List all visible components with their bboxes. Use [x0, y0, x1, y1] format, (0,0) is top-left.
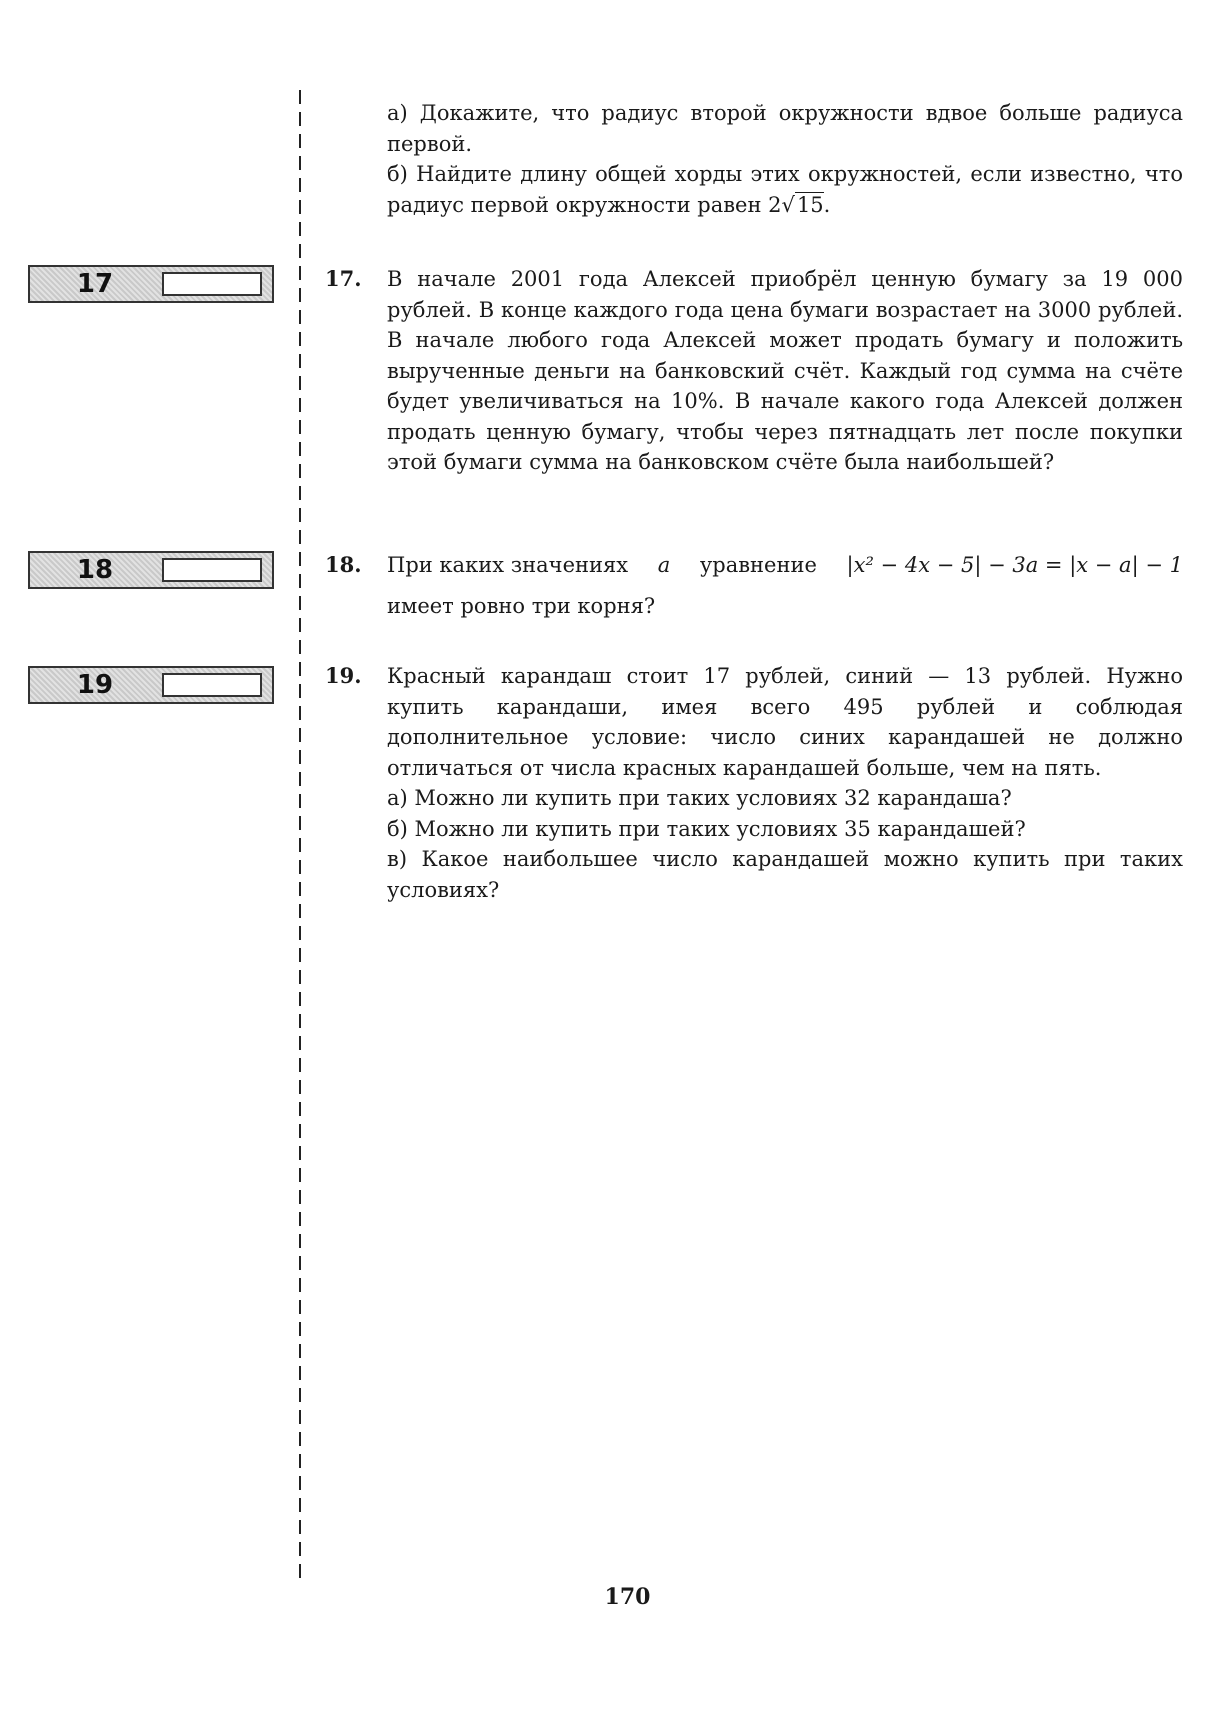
answer-field-17[interactable]	[162, 272, 262, 296]
problem-18	[387, 550, 1183, 621]
problem-17-number: 17.	[325, 266, 362, 291]
problem-18-line-2: имеет ровно три корня?	[387, 593, 656, 618]
problem-18-line-1: При каких значениях a уравнение |x² − 4x − 5| − 3a = |x − a| − 1	[387, 550, 1183, 581]
problem-16-part-b: б) Найдите длину общей хорды этих окружностей, если известно, что радиус первой окружности равен 2√15.	[387, 162, 1183, 217]
problem-16-part-a: а) Докажите, что радиус второй окружности вдвое больше радиуса первой.	[387, 101, 1183, 156]
answer-box-number: 18	[76, 555, 114, 585]
problem-18-number: 18.	[325, 552, 362, 577]
problem-19-part-a: а) Можно ли купить при таких условиях 32 карандаша?	[387, 786, 1012, 810]
problem-17	[387, 264, 1183, 478]
problem-19-part-b: б) Можно ли купить при таких условиях 35 карандашей?	[387, 816, 1026, 841]
problem-19	[387, 661, 1183, 905]
answer-box-17	[28, 265, 274, 303]
answer-box-number: 17	[76, 269, 114, 299]
equation: |x² − 4x − 5| − 3a = |x − a| − 1	[846, 553, 1183, 577]
answer-box-19	[28, 666, 274, 704]
radius-formula: 2√15	[768, 192, 824, 217]
answer-box-18	[28, 551, 274, 589]
answer-field-19[interactable]	[162, 673, 262, 697]
problem-19-text: Красный карандаш стоит 17 рублей, синий — 13 рублей. Нужно купить карандаши, имея всего 495 рублей и соблюдая дополнительное условие: число синих карандашей не должно отличаться от числа красных карандашей больше, чем на пять.	[387, 664, 1183, 780]
problem-19-part-c: в) Какое наибольшее число карандашей можно купить при таких условиях?	[387, 847, 1183, 902]
answer-field-18[interactable]	[162, 558, 262, 582]
cut-line	[299, 90, 301, 1580]
problem-19-number: 19.	[325, 663, 362, 688]
problem-16-continuation	[387, 98, 1183, 220]
problem-17-text: В начале 2001 года Алексей приобрёл ценную бумагу за 19 000 рублей. В конце каждого года цена бумаги возрастает на 3000 рублей. В начале любого года Алексей может продать бумагу и положить вырученные деньги на банковский счёт. Каждый год сумма на счёте будет увеличиваться на 10%. В начале какого года Алексей должен продать ценную бумагу, чтобы через пятнадцать лет после покупки этой бумаги сумма на банковском счёте была наибольшей?	[387, 267, 1183, 474]
page-number: 170	[604, 1584, 651, 1610]
answer-box-number: 19	[76, 670, 114, 700]
